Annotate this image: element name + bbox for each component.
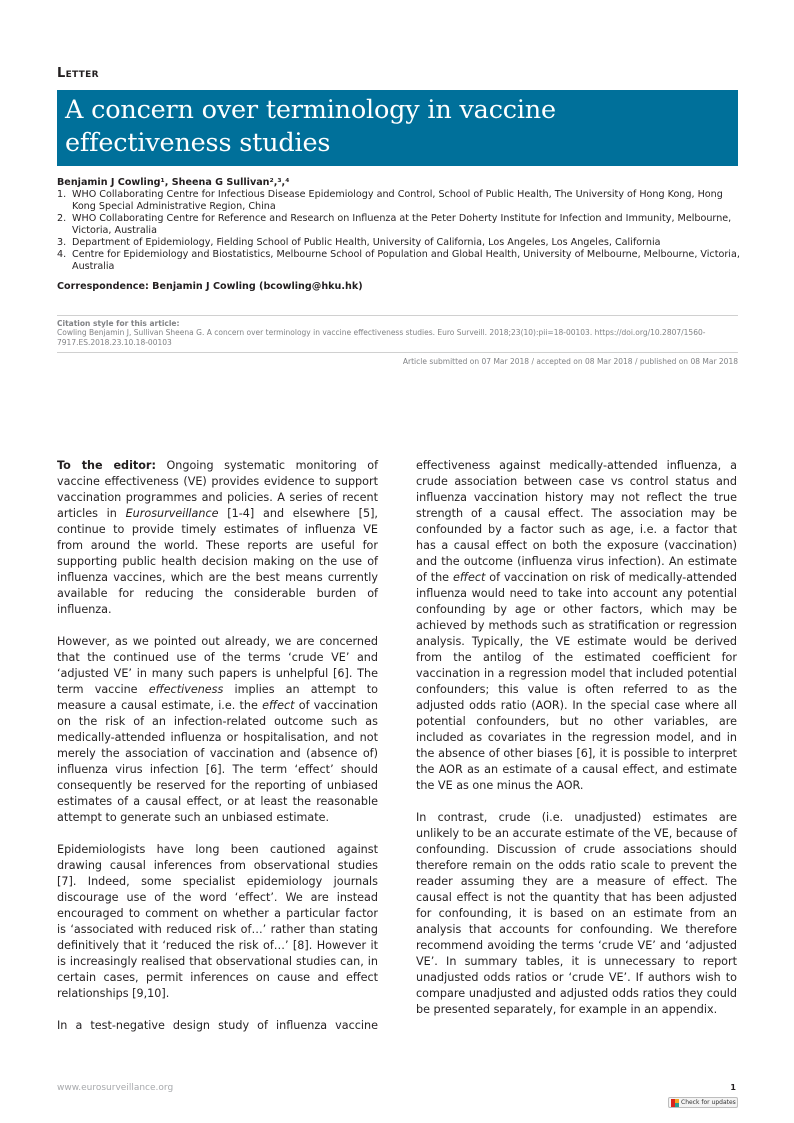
author-list: Benjamin J Cowling¹, Sheena G Sullivan²,³,⁴ xyxy=(57,177,290,188)
body-column-right xyxy=(416,458,737,1034)
paragraph: In a test-negative design study of influenza vaccine xyxy=(57,1019,378,1032)
page-number: 1 xyxy=(730,1083,736,1092)
divider xyxy=(57,315,738,316)
paragraph: In contrast, crude (i.e. unadjusted) estimates are unlikely to be an accurate estimate of the VE, because of confounding. Discussion of crude associations should therefore remain on the odds ratio scale to prevent the reader assuming they are a measure of effect. The causal effect is not the quantity that has been adjusted for confounding, it is based on an estimate from an analysis that accounts for confounding. We therefore recommend avoiding the terms ‘crude VE’ and ‘adjusted VE’. In summary tables, it is unnecessary to report unadjusted odds ratios or ‘crude VE’. If authors wish to compare unadjusted and adjusted odds ratios they could be presented separately, for example in an appendix. xyxy=(416,811,738,1016)
journal-url[interactable]: www.eurosurveillance.org xyxy=(57,1083,174,1093)
article-title: A concern over terminology in vaccine effectiveness studies xyxy=(65,95,556,158)
check-for-updates-button[interactable] xyxy=(668,1097,738,1108)
paragraph: Epidemiologists have long been cautioned against drawing causal inferences from observational studies [7]. Indeed, some specialist epidemiology journals discourage use of the word ‘effect’. We are instead encouraged to comment on whether a particular factor is ‘associated with reduced risk of…’ rather than stating definitively that it ‘reduced the risk of…’ [8]. However it is increasingly realised that observational studies can, in certain cases, permit inferences on cause and effect relationships [9,10]. xyxy=(57,843,378,1000)
section-label: Letter xyxy=(57,66,99,81)
paragraph: To the editor: Ongoing systematic monitoring of vaccine effectiveness (VE) provides evidence to support vaccination programmes and policies. A series of recent articles in Eurosurveillance [1-4] and elsewhere [5], continue to provide timely estimates of influenza VE from around the world. These reports are useful for supporting public health decision making on the use of influenza vaccines, which are the best means currently available for reducing the considerable burden of influenza. xyxy=(57,459,379,616)
affiliation-item: 2. WHO Collaborating Centre for Reference and Research on Influenza at the Peter Doherty Institute for Infection and Immunity, Melbourne, Victoria, Australia xyxy=(57,213,732,236)
submission-dates: Article submitted on 07 Mar 2018 / accepted on 08 Mar 2018 / published on 08 Mar 2018 xyxy=(402,357,738,366)
affiliation-item: 1. WHO Collaborating Centre for Infectious Disease Epidemiology and Control, School of Public Health, The University of Hong Kong, Hong Kong Special Administrative Region, China xyxy=(57,189,723,212)
citation-heading: Citation style for this article: xyxy=(57,319,180,328)
paragraph-lead: To the editor: xyxy=(57,459,156,472)
check-for-updates-label: Check for updates xyxy=(681,1099,736,1106)
body-column-left xyxy=(57,458,378,1034)
affiliation-item: 3. Department of Epidemiology, Fielding School of Public Health, University of California, Los Angeles, Los Angeles, California xyxy=(57,237,661,248)
affiliation-item: 4. Centre for Epidemiology and Biostatistics, Melbourne School of Population and Global Health, University of Melbourne, Melbourne, Victoria, Australia xyxy=(57,249,740,272)
paragraph: However, as we pointed out already, we are concerned that the continued use of the terms ‘crude VE’ and ‘adjusted VE’ in many such papers is unhelpful [6]. The term vaccine effectiveness implies an attempt to measure a causal estimate, i.e. the effect of vaccination on the risk of an infection-related outcome such as medically-attended influenza or hospitalisation, and not merely the association of vaccination and (absence of) influenza virus infection [6]. The term ‘effect’ should consequently be reserved for the reporting of unbiased estimates of a causal effect, or at least the reasonable attempt to generate such an unbiased estimate. xyxy=(57,635,379,824)
affiliation-list xyxy=(57,189,747,273)
crossmark-icon xyxy=(671,1099,679,1107)
correspondence: Correspondence: Benjamin J Cowling (bcowling@hku.hk) xyxy=(57,281,363,292)
paragraph: effectiveness against medically-attended influenza, a crude association between case vs control status and influenza vaccination history may not reflect the true strength of a causal effect. The association may be confounded by a factor such as age, i.e. a factor that has a causal effect on both the exposure (vaccination) and the outcome (influenza virus infection). An estimate of the effect of vaccination on risk of medically-attended influenza would need to take into account any potential confounding by age or other factors, which may be achieved by methods such as stratification or regression analysis. Typically, the VE estimate would be derived from the antilog of the estimated coefficient for vaccination in a regression model that included potential confounders; this value is often referred to as the adjusted odds ratio (AOR). In the special case where all potential confounders, but no other variables, are included as covariates in the regression model, and in the absence of other biases [6], it is possible to interpret the AOR as an estimate of a causal effect, and estimate the VE as one minus the AOR. xyxy=(416,459,737,792)
citation-text[interactable]: Cowling Benjamin J, Sullivan Sheena G. A concern over terminology in vaccine effectiveness studies. Euro Surveill. 2018;23(10):pii=18-00103. https://doi.org/10.2807/1560-7917.ES.2018.23.10.18-00103 xyxy=(57,328,706,347)
divider xyxy=(57,352,738,353)
title-banner xyxy=(57,90,738,166)
